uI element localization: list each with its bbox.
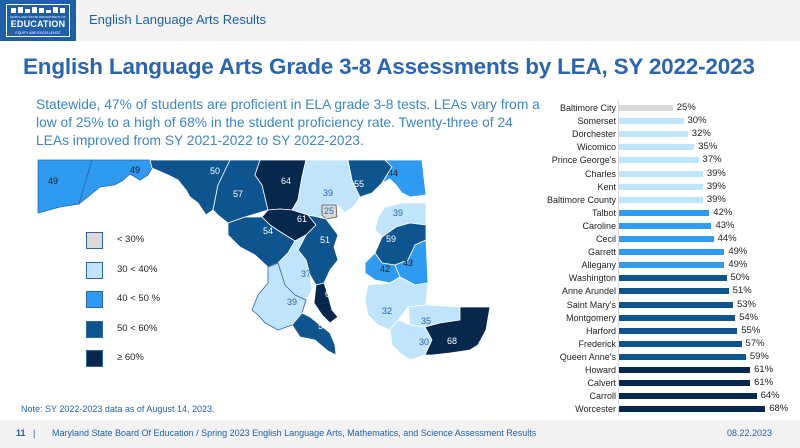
bar-row [520, 403, 800, 416]
bar [619, 341, 742, 347]
bar-category-label: Prince George's [551, 155, 616, 166]
legend-item-50to60 [86, 319, 216, 339]
map-label-caroline: 43 [403, 258, 414, 268]
bar-value-label: 25% [676, 102, 696, 113]
bar-value-label: 44% [717, 233, 737, 244]
map-label-calvert: 61 [325, 289, 336, 299]
map-label-garrett: 49 [48, 176, 59, 186]
legend-item-40to50 [86, 289, 216, 309]
bar-category-label: Frederick [578, 338, 616, 349]
map-label-allegany: 49 [130, 165, 141, 175]
bar-category-label: Cecil [595, 234, 616, 244]
bar-value-label: 43% [715, 219, 735, 231]
bar-category-label: Allegany [581, 260, 616, 271]
map-label-howard: 61 [297, 214, 308, 224]
bar-category-label: Saint Mary's [566, 299, 616, 310]
bar [619, 288, 729, 294]
map-label-montgomery: 54 [263, 226, 274, 236]
bar-row [520, 102, 800, 115]
bar-value-label: 64% [760, 390, 780, 402]
bar-category-label: Anne Arundel [561, 286, 616, 297]
bar-category-label: Kent [597, 181, 616, 192]
bar [619, 328, 737, 334]
bar-row [520, 128, 800, 141]
bar-value-label: 32% [691, 128, 711, 140]
map-label-washington: 50 [210, 166, 221, 176]
bar-value-label: 61% [754, 377, 774, 389]
bar-value-label: 55% [741, 324, 761, 336]
bar-value-label: 39% [706, 167, 726, 179]
bar [619, 197, 703, 203]
legend-label: 30 < 40% [117, 264, 158, 275]
map-label-carroll: 64 [281, 176, 292, 186]
bar-value-label: 59% [749, 350, 769, 362]
bar-row [520, 272, 800, 285]
bar-row [520, 285, 800, 298]
bar-row [520, 154, 800, 167]
bar-value-label: 49% [728, 259, 748, 271]
logo-main-text: EDUCATION [10, 19, 66, 29]
legend-label: < 30% [117, 234, 145, 245]
bar-row [520, 325, 800, 338]
bar-category-label: Charles [584, 168, 616, 179]
bar [619, 210, 709, 216]
legend-label: ≥ 60% [117, 352, 144, 363]
map-label-frederick: 57 [233, 189, 244, 199]
map-label-somerset: 30 [419, 337, 430, 347]
msde-logo [0, 0, 76, 41]
legend-item-gte60 [86, 348, 216, 368]
map-label-wicomico: 35 [421, 316, 432, 326]
legend-label: 50 < 60% [117, 323, 158, 334]
bar-row [520, 141, 800, 154]
bar-row [520, 351, 800, 364]
footer-date: 08.22.2023 [726, 428, 772, 438]
bar-category-label: Harford [585, 325, 616, 336]
bar-category-label: Dorchester [571, 129, 616, 140]
bar-category-label: Caroline [582, 220, 616, 231]
legend-swatch-light-blue [86, 262, 103, 279]
map-label-talbot: 42 [380, 264, 391, 274]
footer-bar [0, 420, 800, 448]
bar-category-label: Talbot [591, 207, 616, 218]
legend-swatch-navy [86, 350, 103, 367]
bar [619, 367, 750, 373]
footer-text: Maryland State Board Of Education / Spring 2023 English Language Arts, Mathematics, and Science Assessment Results [52, 428, 537, 438]
bar [619, 315, 735, 321]
bar [619, 380, 750, 386]
logo-skyline-icon [11, 7, 65, 13]
map-region-allegany [79, 160, 152, 204]
bar [619, 105, 673, 111]
bar [619, 223, 711, 229]
bar-value-label: 37% [702, 154, 722, 166]
bar-row [520, 312, 800, 325]
bar-category-label: Montgomery [565, 312, 616, 323]
map-label-saint-marys: 53 [318, 321, 329, 331]
bar-value-label: 61% [754, 364, 774, 375]
bar-row [520, 181, 800, 194]
bar-category-label: Carroll [589, 391, 616, 402]
bar-row [520, 233, 800, 246]
legend-label: 40 < 50 % [117, 293, 161, 304]
bar-row [520, 299, 800, 312]
logo-frame [6, 4, 70, 37]
map-label-baltimore-city: 25 [324, 206, 335, 216]
lea-bar-chart [520, 100, 800, 418]
bar-value-label: 50% [730, 272, 750, 284]
bar [619, 157, 699, 163]
bar-value-label: 54% [739, 311, 759, 323]
map-label-prince-georges: 37 [301, 269, 312, 279]
bar [619, 184, 703, 190]
bar [619, 262, 724, 268]
bar-value-label: 35% [698, 141, 718, 153]
logo-top-text: MARYLAND STATE DEPARTMENT OF [10, 15, 66, 19]
bar-row [520, 194, 800, 207]
bar-row [520, 259, 800, 272]
bar [619, 171, 703, 177]
map-label-charles: 39 [287, 297, 298, 307]
bar-row [520, 246, 800, 259]
data-note: Note: SY 2022-2023 data as of August 14, 2023. [21, 404, 215, 414]
bar [619, 236, 714, 242]
bar [619, 275, 727, 281]
bar [619, 249, 724, 255]
bar-row [520, 338, 800, 351]
map-label-queen-annes: 59 [386, 234, 397, 244]
bar-row [520, 168, 800, 181]
map-label-anne-arundel: 51 [320, 235, 331, 245]
bar-row [520, 377, 800, 390]
page-title: English Language Arts Grade 3-8 Assessments by LEA, SY 2022-2023 [23, 54, 755, 79]
map-label-dorchester: 32 [382, 306, 393, 316]
bar-row [520, 364, 800, 377]
legend-swatch-bright-blue [86, 291, 103, 308]
bar-category-label: Washington [568, 273, 616, 284]
header-bar [0, 0, 800, 41]
bar [619, 406, 765, 412]
bar-category-label: Worcester [575, 404, 616, 415]
bar-category-label: Baltimore City [559, 103, 616, 113]
bar [619, 393, 757, 399]
legend-item-30to40 [86, 260, 216, 280]
map-label-kent: 39 [393, 208, 404, 218]
bar-value-label: 57% [745, 337, 765, 349]
bar-value-label: 42% [713, 206, 733, 218]
legend-swatch-gray [86, 232, 103, 249]
bar-row [520, 390, 800, 403]
bar-category-label: Calvert [587, 378, 616, 389]
footer-separator: | [33, 428, 36, 438]
map-label-cecil: 44 [388, 168, 399, 178]
bar [619, 131, 688, 137]
bar-category-label: Queen Anne's [559, 351, 616, 362]
bar [619, 302, 733, 308]
page-number: 11 [16, 428, 26, 438]
summary-text: Statewide, 47% of students are proficient in ELA grade 3-8 tests. LEAs vary from a low of 25% to a high of 68% in the student proficiency rate. Twenty-three of 24 LEAs improved from SY 2021-2022 to SY 2022-2023. [36, 97, 540, 148]
logo-sub-text: EQUITY AND EXCELLENCE [15, 31, 61, 35]
bar [619, 354, 746, 360]
legend-swatch-dark-blue [86, 321, 103, 338]
bar-category-label: Garrett [587, 247, 616, 258]
bar-row [520, 220, 800, 233]
map-label-harford: 55 [354, 179, 365, 189]
bar-value-label: 68% [769, 403, 789, 415]
map-label-baltimore-county: 39 [323, 188, 334, 198]
map-label-worcester: 68 [447, 336, 458, 346]
bar [619, 118, 684, 124]
bar-category-label: Somerset [577, 116, 616, 127]
bar-value-label: 39% [706, 193, 726, 205]
bar-category-label: Baltimore County [546, 194, 616, 205]
bar-value-label: 49% [728, 246, 748, 258]
bar-value-label: 53% [736, 298, 756, 310]
bar-value-label: 30% [687, 115, 707, 127]
section-title: English Language Arts Results [89, 12, 267, 27]
bar-row [520, 207, 800, 220]
bar-value-label: 39% [706, 180, 726, 192]
bar-value-label: 51% [732, 285, 752, 297]
bar-category-label: Howard [584, 365, 616, 375]
bar-row [520, 115, 800, 128]
bar [619, 144, 694, 150]
legend-item-lt30 [86, 230, 216, 250]
bar-category-label: Wicomico [576, 142, 616, 153]
